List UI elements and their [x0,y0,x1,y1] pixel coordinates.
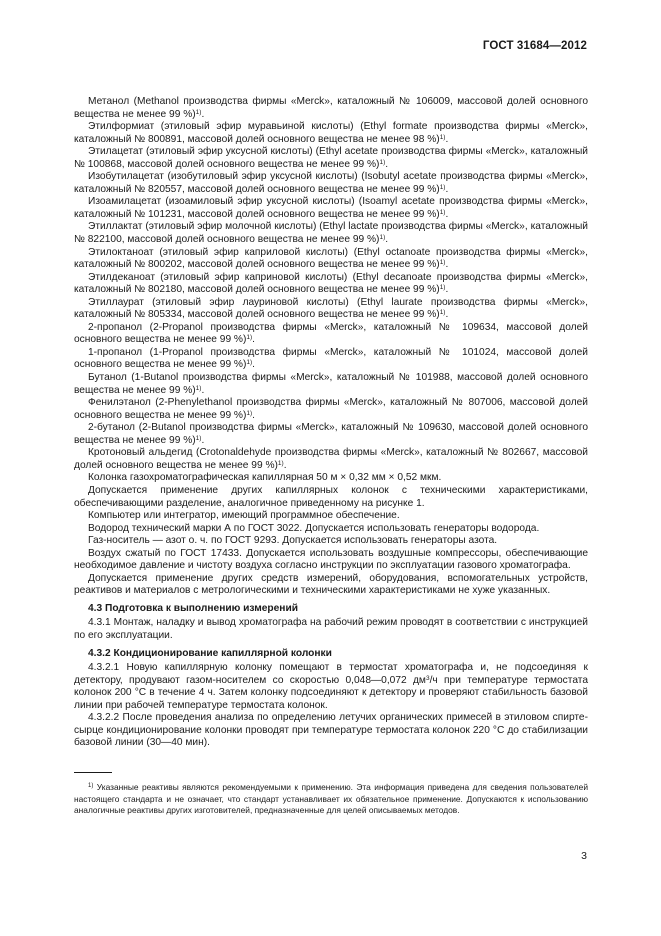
carrier-gas-spec: Газ-носитель — азот о. ч. по ГОСТ 9293. Допускается использовать генераторы азота. [88,535,498,547]
reagent-isobutyl-acetate: Изобутилацетат (изобутиловый эфир уксусной кислоты) (Isobutyl acetate производства фирмы «Merck», каталожный № 820557, массовой долей основного вещества не менее 99 %)$^{1)}$. [74,171,588,195]
section-4-3-2-2: 4.3.2.2 После проведения анализа по определению летучих органических примесей в этиловом спирте-сырце кондиционирование колонки проводят при температуре термостата колонок 220 °С до стабилизации базовой линии (30—40 мин). [74,712,588,749]
air-spec: Воздух сжатый по ГОСТ 17433. Допускается использовать воздушные компрессоры, обеспечивающие необходимое давление и чистоту воздуха согласно инструкции по эксплуатации газового хроматографа. [74,547,588,572]
reagent-2-butanol: 2-бутанол (2-Butanol производства фирмы «Merck», каталожный № 109630, массовой долей основного вещества не менее 99 %)$^{1)}$. [74,422,588,446]
column-alternatives: Допускается применение других капиллярных колонок с техническими характеристиками, обеспечивающими разделение, аналогичное приведенному на рисунке 1. [74,484,588,509]
document-header: ГОСТ 31684—2012 [482,40,587,52]
reagent-ethyl-decanoate: Этилдеканоат (этиловый эфир каприновой кислоты) (Ethyl decanoate производства фирмы «Merck», каталожный № 802180, массовой долей основного вещества не менее 99 %)$^{1)}$. [74,271,588,296]
section-4-3-2-1: 4.3.2.1 Новую капиллярную колонку помещают в термостат хроматографа и, не подсоединяя к детектору, продувают газом-носителем со скоростью 0,048—0,072 $дм^3/ч$ при температуре термостата колонок 200 °С в течение 4 ч. Затем колонку подсоединяют к детектору и проверяют стабильность базовой линии при рабочей температуре термостата колонок. [74,662,588,711]
reagent-ethyl-octanoate: Этилоктаноат (этиловый эфир каприловой кислоты) (Ethyl octanoate производства фирмы «Merck», каталожный № 800202, массовой долей основного вещества не менее 99 %)$^{1)}$. [74,246,588,271]
reagent-1-propanol: 1-пропанол (1-Propanol производства фирмы «Merck», каталожный № 101024, массовой долей основного вещества не менее 99 %)$^{1)}$. [74,346,588,371]
column-spec: Колонка газохроматографическая капиллярная 50 м × 0,32 мм × 0,52 мкм. [88,472,442,484]
page-body [74,96,588,750]
reagent-ethyl-acetate: Этилацетат (этиловый эфир уксусной кислоты) (Ethyl acetate производства фирмы «Merck», каталожный № 100868, массовой долей основного вещества не менее 99 %)$^{1)}$. [74,146,588,170]
reagent-crotonaldehyde: Кротоновый альдегид (Crotonaldehyde производства фирмы «Merck», каталожный № 802667, массовой долей основного вещества не менее 99 %)$^{1)}$. [74,447,588,471]
reagent-phenylethanol: Фенилэтанол (2-Phenylethanol производства фирмы «Merck», каталожный № 807006, массовой долей основного вещества не менее 99 %)$^{1)}$. [74,397,588,421]
section-4-3-1: 4.3.1 Монтаж, наладку и вывод хроматографа на рабочий режим проводят в соответствии с инструкцией по его эксплуатации. [74,617,588,641]
reagent-2-propanol: 2-пропанол (2-Propanol производства фирмы «Merck», каталожный № 109634, массовой долей основного вещества не менее 99 %)$^{1)}$. [74,321,588,346]
reagent-ethyl-formate: Этилформиат (этиловый эфир муравьиной кислоты) (Ethyl formate производства фирмы «Merck», каталожный № 800891, массовой долей основного вещества не менее 98 %)$^{1)}$. [74,121,588,145]
page-number: 3 [581,850,587,862]
computer-spec: Компьютер или интегратор, имеющий программное обеспечение. [88,510,400,522]
reagent-methanol: Метанол (Methanol производства фирмы «Merck», каталожный № 106009, массовой долей основного вещества не менее 99 %)$^{1)}$. [74,96,588,120]
footnote-marker: 1) [88,783,94,789]
footnote-text: Указанные реактивы являются рекомендуемыми к применению. Эта информация приведена для сведения пользователей настоящего стандарта и не означает, что стандарт устанавливает их обязательное применение. Допускаются к использованию аналогичные реактивы других изготовителей, предназначенные для целей описываемых методов. [74,782,588,816]
footnote [74,782,588,817]
reagent-ethyl-laurate: Этиллаурат (этиловый эфир лауриновой кислоты) (Ethyl laurate производства фирмы «Merck», каталожный № 805334, массовой долей основного вещества не менее 99 %)$^{1)}$. [74,296,588,321]
section-4-3-2-heading: 4.3.2 Кондиционирование капиллярной колонки [88,647,332,659]
footnote-divider [74,772,112,773]
reagent-ethyl-lactate: Этиллактат (этиловый эфир молочной кислоты) (Ethyl lactate производства фирмы «Merck», каталожный № 822100, массовой долей основного вещества не менее 99 %)$^{1)}$. [74,221,588,246]
reagent-butanol: Бутанол (1-Butanol производства фирмы «Merck», каталожный № 101988, массовой долей основного вещества не менее 99 %)$^{1)}$. [74,372,588,396]
alternatives-note: Допускается применение других средств измерений, оборудования, вспомогательных устройств, реактивов и материалов с метрологическими и техническими характеристиками не хуже указанных. [74,572,588,597]
reagent-isoamyl-acetate: Изоамилацетат (изоамиловый эфир уксусной кислоты) (Isoamyl acetate производства фирмы «Merck», каталожный № 101231, массовой долей основного вещества не менее 99 %)$^{1)}$. [74,196,588,220]
section-4-3-heading: 4.3 Подготовка к выполнению измерений [88,602,298,614]
hydrogen-spec: Водород технический марки А по ГОСТ 3022. Допускается использовать генераторы водорода. [88,522,540,534]
